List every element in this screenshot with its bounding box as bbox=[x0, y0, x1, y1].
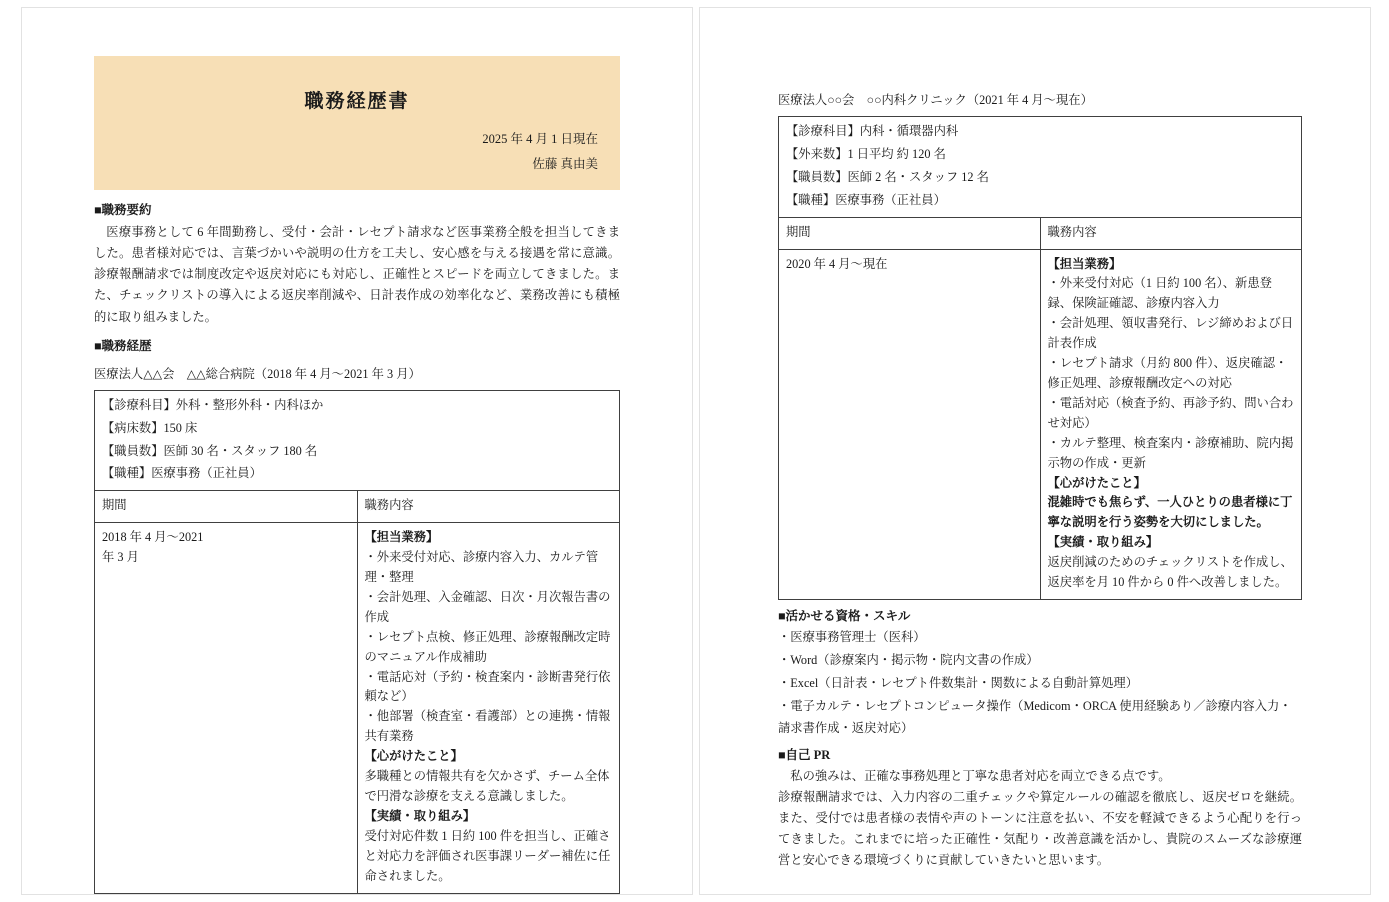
period-cell-2: 2020 年 4 月〜現在 bbox=[779, 249, 1041, 599]
table-row bbox=[95, 523, 620, 893]
document-header bbox=[94, 56, 620, 190]
duties-line: 受付対応件数 1 日約 100 件を担当し、正確さと対応力を評価され医事課リーダー補佐に任命されました。 bbox=[364, 828, 611, 883]
duties-line: ・カルテ整理、検査案内・診療補助、院内掲示物の作成・更新 bbox=[1047, 435, 1294, 470]
employer-meta-cell-2 bbox=[779, 117, 1302, 218]
work-history-table-2 bbox=[778, 116, 1302, 600]
period-cell-1 bbox=[95, 523, 358, 893]
duties-line: 【心がけたこと】 bbox=[1047, 475, 1146, 490]
duties-line: 多職種との情報共有を欠かさず、チーム全体で円滑な診療を支える意識しました。 bbox=[364, 769, 610, 804]
employer-meta-cell-1 bbox=[95, 390, 620, 491]
column-header-duties: 職務内容 bbox=[1040, 217, 1302, 249]
duties-line: 【担当業務】 bbox=[364, 530, 439, 545]
table-header-row bbox=[95, 491, 620, 523]
duties-line: ・会計処理、入金確認、日次・月次報告書の作成 bbox=[364, 589, 611, 624]
table-row bbox=[779, 117, 1302, 218]
duties-line: 混雑時でも焦らず、一人ひとりの患者様に丁寧な説明を行う姿勢を大切にしました。 bbox=[1047, 495, 1293, 530]
column-header-period: 期間 bbox=[95, 491, 358, 523]
meta-line: 【職員数】医師 30 名・スタッフ 180 名 bbox=[102, 443, 318, 458]
table-row bbox=[95, 390, 620, 491]
period-line: 年 3 月 bbox=[102, 550, 139, 565]
meta-line: 【外来数】1 日平均 約 120 名 bbox=[786, 146, 946, 161]
meta-line: 【職種】医療事務（正社員） bbox=[102, 466, 262, 481]
duties-line: ・電話応対（予約・検査案内・診断書発行依頼など） bbox=[364, 669, 611, 704]
duties-line: 【心がけたこと】 bbox=[364, 749, 463, 764]
page-left bbox=[21, 7, 693, 895]
summary-paragraph: 医療事務として 6 年間勤務し、受付・会計・レセプト請求など医事業務全般を担当してきました。患者様対応では、言葉づかいや説明の仕方を工夫し、安心感を与える接遇を常に意識。診療報酬請求では制度改定や返戻対応にも対応し、正確性とスピードを両立してきました。また、チェックリストの導入による返戻率削減や、日計表作成の効率化など、業務改善にも積極的に取り組みました。 bbox=[94, 225, 620, 324]
skill-item: ・Excel（日計表・レセプト件数集計・関数による自動計算処理） bbox=[778, 676, 1139, 691]
duties-line: ・外来受付対応、診療内容入力、カルテ管理・整理 bbox=[364, 550, 599, 585]
meta-line: 【職種】医療事務（正社員） bbox=[786, 192, 946, 207]
duties-line: ・電話対応（検査予約、再診予約、問い合わせ対応） bbox=[1047, 395, 1294, 430]
self-pr-paragraph-1: 私の強みは、正確な事務処理と丁寧な患者対応を両立できる点です。 bbox=[790, 768, 1171, 783]
self-pr-paragraph-2: 診療報酬請求では、入力内容の二重チェックや算定ルールの確認を徹底し、返戻ゼロを継続。また、受付では患者様の表情や声のトーンに注意を払い、不安を軽減できるよう心配りを行ってきました。これまでに培った正確性・気配り・改善意識を活かし、貴院のスムーズな診療運営と安心できる環境づくりに貢献していきたいと思います。 bbox=[778, 789, 1302, 868]
skill-item: ・Word（診療案内・掲示物・院内文書の作成） bbox=[778, 653, 1039, 668]
duties-line: ・レセプト請求（月約 800 件）、返戻確認・修正処理、診療報酬改定への対応 bbox=[1047, 356, 1288, 390]
duties-line: ・他部署（検査室・看護部）との連携・情報共有業務 bbox=[364, 709, 611, 744]
duties-line: 【実績・取り組み】 bbox=[1047, 535, 1159, 550]
document-date: 2025 年 4 月 1 日現在 bbox=[482, 132, 598, 146]
duties-line: 【担当業務】 bbox=[1047, 256, 1122, 271]
duties-cell-2 bbox=[1040, 249, 1302, 599]
duties-line: 返戻削減のためのチェックリストを作成し、返戻率を月 10 件から 0 件へ改善しました。 bbox=[1047, 555, 1293, 590]
work-history-table-1 bbox=[94, 390, 620, 894]
summary-heading: ■職務要約 bbox=[94, 203, 152, 217]
applicant-name: 佐藤 真由美 bbox=[532, 157, 598, 171]
period-line: 2018 年 4 月〜2021 bbox=[102, 530, 204, 545]
column-header-duties: 職務内容 bbox=[357, 491, 620, 523]
duties-line: ・外来受付対応（1 日約 100 名）、新患登録、保険証確認、診療内容入力 bbox=[1047, 276, 1272, 311]
self-pr-heading: ■自己 PR bbox=[778, 747, 831, 762]
page-left-content bbox=[22, 8, 692, 894]
page-title: 職務経歴書 bbox=[304, 91, 410, 112]
table-header-row bbox=[779, 217, 1302, 249]
page-right-content bbox=[700, 8, 1370, 871]
page-right bbox=[699, 7, 1371, 895]
duties-line: ・会計処理、領収書発行、レジ締めおよび日計表作成 bbox=[1047, 316, 1294, 351]
meta-line: 【診療科目】内科・循環器内科 bbox=[786, 124, 959, 138]
employer-line-1: 医療法人△△会 △△総合病院（2018 年 4 月〜2021 年 3 月） bbox=[94, 366, 421, 381]
skill-item: ・電子カルテ・レセプトコンピュータ操作（Medicom・ORCA 使用経験あり／診療内容入力・請求書作成・返戻対応） bbox=[778, 699, 1292, 735]
duties-line: ・レセプト点検、修正処理、診療報酬改定時のマニュアル作成補助 bbox=[364, 629, 611, 664]
meta-line: 【診療科目】外科・整形外科・内科ほか bbox=[102, 397, 324, 412]
column-header-period: 期間 bbox=[779, 217, 1041, 249]
duties-line: 【実績・取り組み】 bbox=[364, 808, 476, 823]
table-row bbox=[779, 249, 1302, 599]
employer-line-2: 医療法人○○会 ○○内科クリニック（2021 年 4 月〜現在） bbox=[778, 93, 1093, 107]
meta-line: 【職員数】医師 2 名・スタッフ 12 名 bbox=[786, 169, 989, 184]
skills-heading: ■活かせる資格・スキル bbox=[778, 608, 911, 623]
duties-cell-1 bbox=[357, 523, 620, 893]
skill-item: ・医療事務管理士（医科） bbox=[778, 629, 926, 644]
meta-line: 【病床数】150 床 bbox=[102, 420, 198, 435]
work-history-heading: ■職務経歴 bbox=[94, 338, 152, 353]
